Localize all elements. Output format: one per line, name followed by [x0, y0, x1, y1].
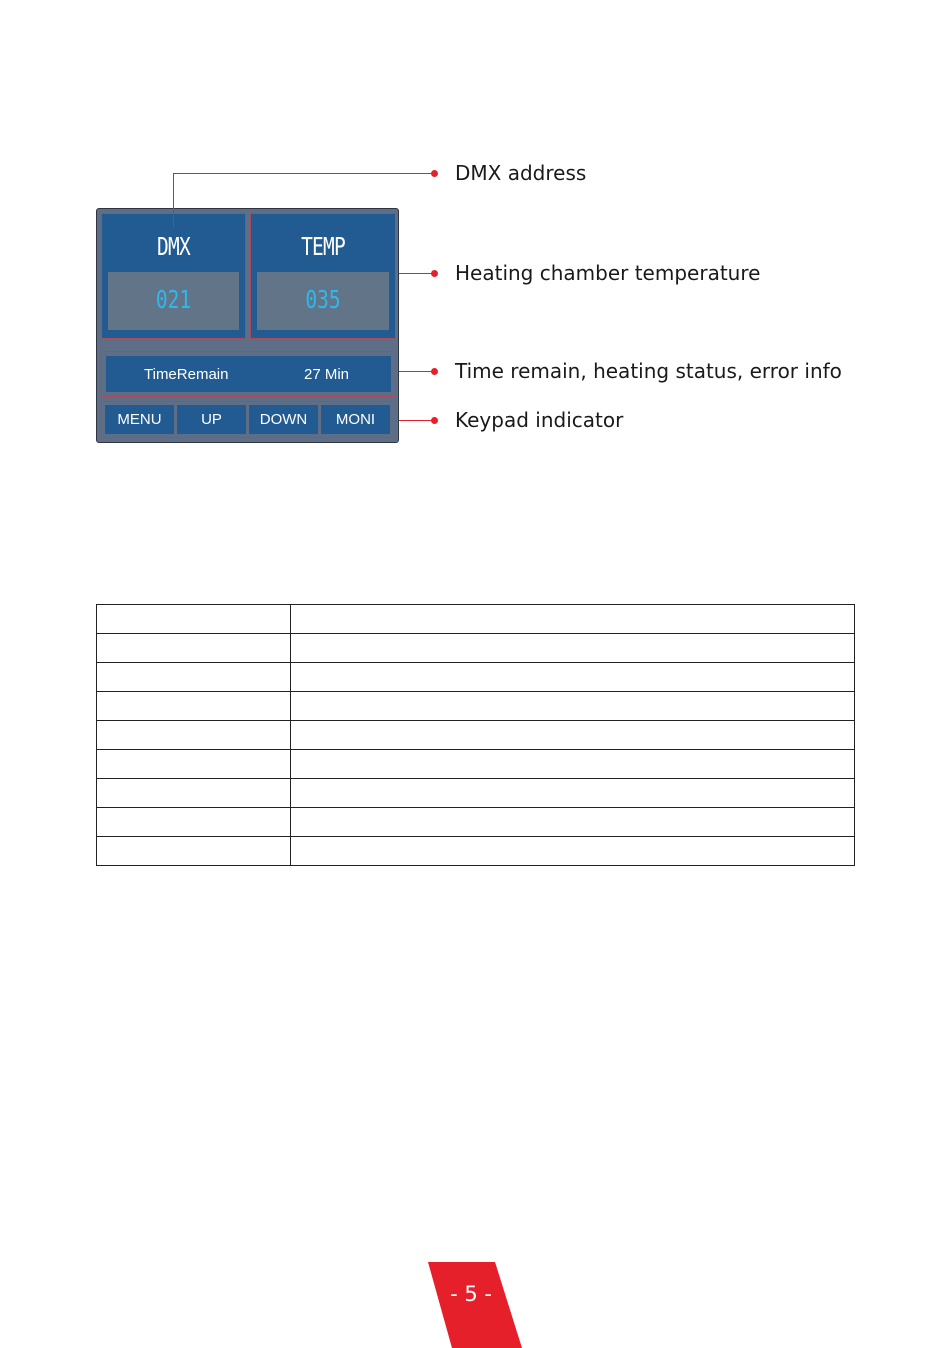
table-row — [97, 663, 855, 692]
temp-value-box — [257, 272, 389, 330]
dmx-value-box — [108, 272, 239, 330]
status-row — [101, 351, 396, 397]
dmx-title: DMX — [157, 232, 190, 261]
table-cell-description — [291, 837, 855, 866]
table-cell-description — [291, 634, 855, 663]
callout-label-keypad: Keypad indicator — [455, 408, 624, 432]
key-menu: MENU — [105, 405, 174, 434]
keypad-indicator — [101, 401, 396, 438]
table-cell-label — [97, 837, 291, 866]
key-up: UP — [177, 405, 246, 434]
table-cell-description — [291, 663, 855, 692]
key-moni: MONI — [321, 405, 390, 434]
table-cell-label — [97, 808, 291, 837]
table-cell-label — [97, 692, 291, 721]
table-cell-description — [291, 750, 855, 779]
table-cell-label — [97, 779, 291, 808]
callout-line-dmx-vertical — [173, 173, 174, 229]
callout-label-status: Time remain, heating status, error info — [455, 359, 842, 383]
key-down: DOWN — [249, 405, 318, 434]
table-row — [97, 721, 855, 750]
callout-line-status — [399, 371, 435, 372]
table-cell-description — [291, 605, 855, 634]
page-number: - 5 - — [450, 1282, 492, 1306]
table-cell-label — [97, 634, 291, 663]
temp-value: 035 — [305, 285, 341, 314]
callout-label-temp: Heating chamber temperature — [455, 261, 761, 285]
spec-table — [96, 604, 855, 866]
callout-line-dmx-horizontal — [173, 173, 435, 174]
dmx-panel — [101, 213, 246, 339]
table-cell-label — [97, 750, 291, 779]
table-row — [97, 692, 855, 721]
temp-title: TEMP — [301, 232, 345, 261]
callout-line-keypad — [399, 420, 435, 421]
callout-dot-status — [431, 368, 438, 375]
status-value: 27 Min — [304, 366, 350, 383]
table-cell-description — [291, 808, 855, 837]
table-cell-label — [97, 605, 291, 634]
table-cell-description — [291, 779, 855, 808]
callout-dot-keypad — [431, 417, 438, 424]
temp-panel — [250, 213, 396, 339]
table-cell-description — [291, 692, 855, 721]
callout-label-dmx: DMX address — [455, 161, 587, 185]
table-row — [97, 634, 855, 663]
table-cell-label — [97, 721, 291, 750]
table-row — [97, 808, 855, 837]
table-cell-label — [97, 663, 291, 692]
table-row — [97, 779, 855, 808]
table-row — [97, 837, 855, 866]
callout-dot-temp — [431, 270, 438, 277]
table-cell-description — [291, 721, 855, 750]
table-row — [97, 750, 855, 779]
table-row — [97, 605, 855, 634]
callout-dot-dmx — [431, 170, 438, 177]
status-label: TimeRemain — [144, 366, 229, 383]
status-bar — [106, 356, 391, 392]
dmx-value: 021 — [155, 285, 192, 314]
callout-line-temp — [399, 273, 435, 274]
lcd-display — [96, 208, 399, 443]
